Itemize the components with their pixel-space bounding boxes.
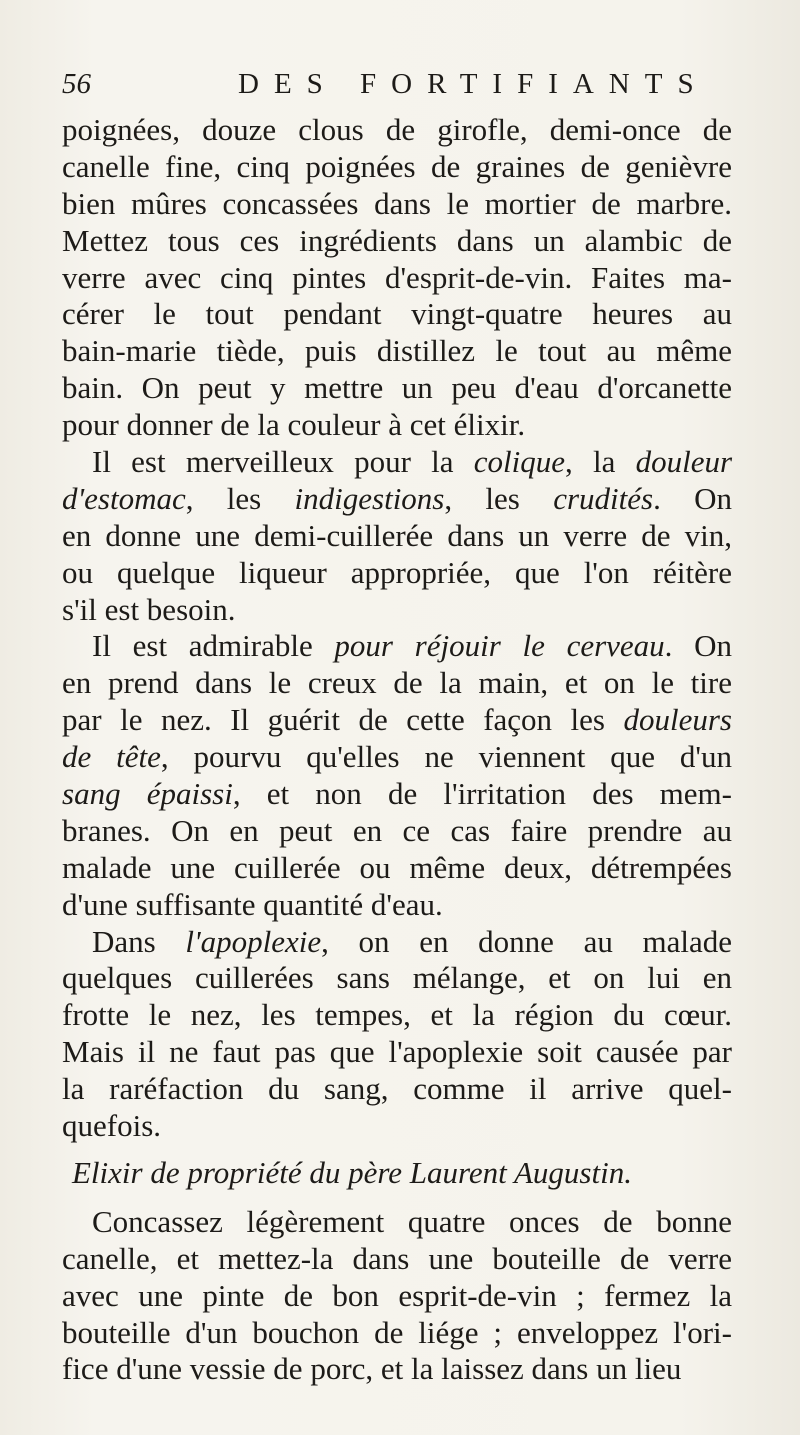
text-line <box>62 592 732 629</box>
text-run: par le nez. Il guérit de cette façon les <box>62 702 624 738</box>
italic-phrase: colique <box>473 444 565 480</box>
text-run: , les <box>185 480 295 516</box>
text-line <box>62 370 732 407</box>
text-run: fice d'une vessie de porc, et la laissez dans un lieu <box>62 1351 682 1387</box>
text-line <box>62 1034 732 1071</box>
text-run: la raréfaction du sang, comme il arrive quel- <box>62 1071 732 1107</box>
italic-phrase: l'apoplexie <box>185 923 322 959</box>
text-line <box>62 739 732 776</box>
text-run: d'une suffisante quantité d'eau. <box>62 886 443 922</box>
text-run: poignées, douze clous de girofle, demi-once de <box>62 112 732 147</box>
text-run: Mais il ne faut pas que l'apoplexie soit causée par <box>62 1034 732 1070</box>
text-line <box>62 444 732 481</box>
text-line <box>62 149 732 186</box>
text-line <box>62 223 732 260</box>
text-run: ou quelque liqueur appropriée, que l'on réitère <box>62 554 732 590</box>
text-run: , pourvu qu'elles ne viennent que d'un <box>160 739 732 775</box>
text-line <box>62 813 732 850</box>
text-line <box>62 518 732 555</box>
paragraph <box>62 1204 732 1388</box>
text-run: quefois. <box>62 1108 162 1144</box>
italic-phrase: douleurs <box>623 702 732 738</box>
text-run: Dans <box>92 923 186 959</box>
text-run: Mettez tous ces ingrédients dans un alambic de <box>62 222 732 258</box>
text-run: branes. On en peut en ce cas faire prendre au <box>62 812 732 848</box>
text-line <box>62 924 732 961</box>
text-line <box>62 960 732 997</box>
text-line <box>62 997 732 1034</box>
text-line <box>62 186 732 223</box>
text-line <box>62 887 732 924</box>
text-run: cérer le tout pendant vingt-quatre heures au <box>62 296 732 332</box>
text-line <box>62 407 732 444</box>
text-run: . On <box>653 480 733 516</box>
text-run: avec une pinte de bon esprit-de-vin ; fermez la <box>62 1277 732 1313</box>
text-run: pour donner de la couleur à cet élixir. <box>62 407 526 443</box>
text-line <box>62 296 732 333</box>
text-line <box>62 555 732 592</box>
text-line <box>62 628 732 665</box>
text-run: , et non de l'irritation des mem- <box>232 776 732 812</box>
text-line <box>62 1108 732 1145</box>
text-run: canelle, et mettez-la dans une bouteille de verre <box>62 1240 732 1276</box>
text-run: bain. On peut y mettre un peu d'eau d'orcanette <box>62 370 732 406</box>
text-run: malade une cuillerée ou même deux, détrempées <box>62 849 732 885</box>
text-run: quelques cuillerées sans mélange, et on lui en <box>62 960 732 996</box>
text-line <box>62 665 732 702</box>
text-run: verre avec cinq pintes d'esprit-de-vin. Faites ma- <box>62 259 732 295</box>
text-run: en prend dans le creux de la main, et on le tire <box>62 665 732 701</box>
text-run: bouteille d'un bouchon de liége ; enveloppez l'ori- <box>62 1314 732 1350</box>
text-run: canelle fine, cinq poignées de graines de genièvre <box>62 148 732 184</box>
text-run: bien mûres concassées dans le mortier de marbre. <box>62 185 732 221</box>
italic-phrase: de tête <box>62 739 161 775</box>
text-run: en donne une demi-cuillerée dans un verre de vin, <box>62 517 732 553</box>
text-run: Il est admirable <box>92 628 335 664</box>
text-line <box>62 333 732 370</box>
text-run: . On <box>664 628 733 664</box>
text-line <box>62 1204 732 1241</box>
text-line <box>62 850 732 887</box>
paragraph <box>62 112 732 444</box>
page-number: 56 <box>62 68 91 100</box>
text-run: , la <box>565 444 636 480</box>
text-line <box>62 776 732 813</box>
text-line <box>62 112 732 149</box>
running-head <box>62 68 722 108</box>
italic-phrase: indigestions <box>294 480 445 516</box>
paragraph <box>62 628 732 923</box>
text-line <box>62 1278 732 1315</box>
text-run: , on en donne au malade <box>321 923 733 959</box>
italic-phrase: douleur <box>635 444 733 480</box>
italic-phrase: d'estomac <box>62 480 186 516</box>
italic-phrase: pour réjouir le cerveau <box>334 628 665 664</box>
text-line <box>62 1351 732 1388</box>
text-line <box>62 702 732 739</box>
text-run: frotte le nez, les tempes, et la région du cœur. <box>62 997 732 1033</box>
running-title: DES FORTIFIANTS <box>238 68 709 100</box>
text-run: s'il est besoin. <box>62 591 236 627</box>
text-line <box>62 260 732 297</box>
section-heading: Elixir de propriété du père Laurent Augustin. <box>72 1154 632 1190</box>
italic-phrase: crudités <box>553 480 654 516</box>
text-line <box>62 1315 732 1352</box>
italic-phrase: sang épaissi <box>62 776 233 812</box>
text-run: bain-marie tiède, puis distillez le tout au même <box>62 333 732 369</box>
text-line <box>62 1241 732 1278</box>
text-run: Concassez légèrement quatre onces de bonne <box>92 1203 732 1239</box>
text-run: , les <box>444 480 554 516</box>
body-text <box>62 112 732 1388</box>
text-line <box>62 481 732 518</box>
paragraph <box>62 444 732 628</box>
text-run: Il est merveilleux pour la <box>92 444 474 480</box>
text-line <box>62 1071 732 1108</box>
paragraph <box>62 924 732 1145</box>
